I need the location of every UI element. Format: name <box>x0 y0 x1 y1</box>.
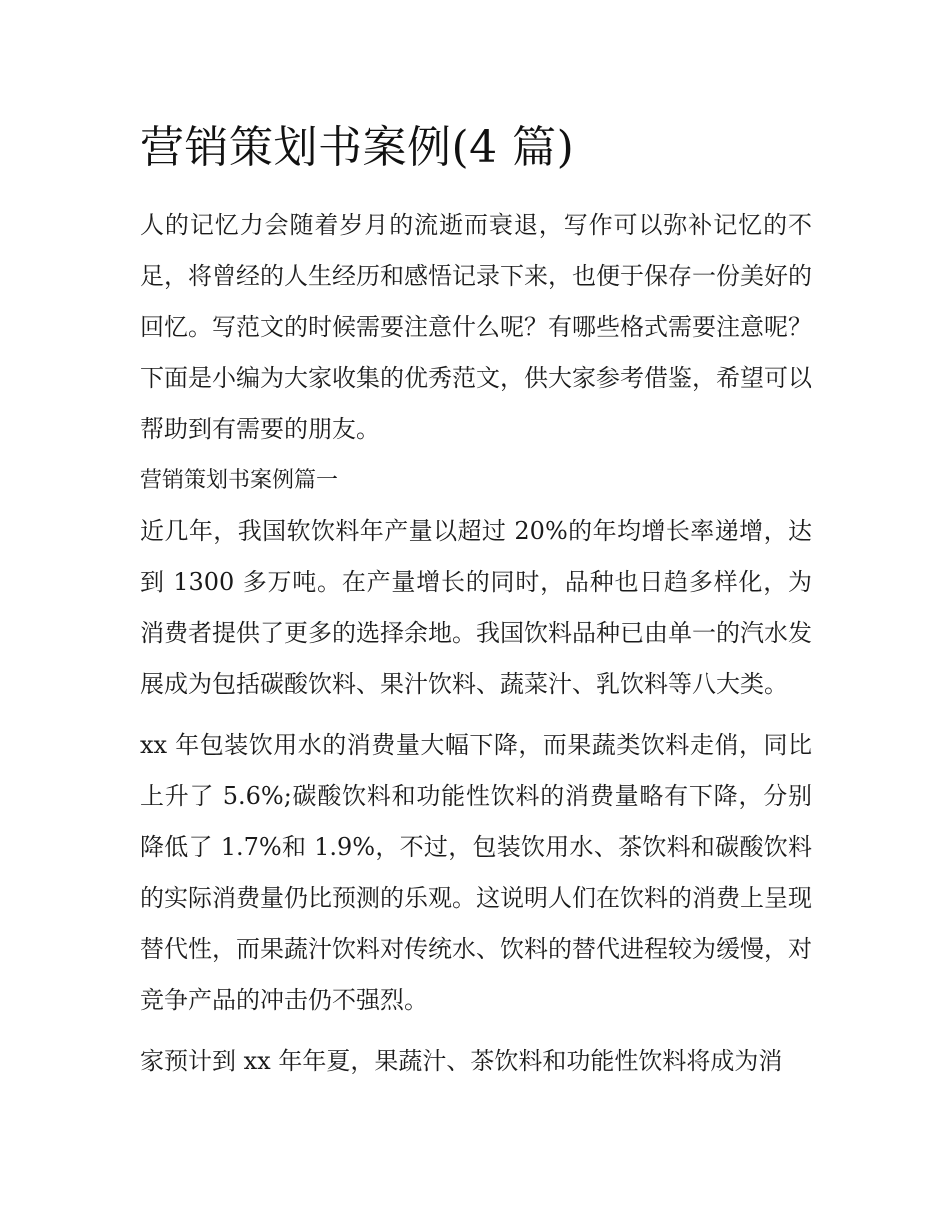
body-paragraph-2: xx 年包装饮用水的消费量大幅下降，而果蔬类饮料走俏，同比上升了 5.6%;碳酸饮料和功能性饮料的消费量略有下降，分别降低了 1.7%和 1.9%，不过，包装饮用水、茶饮料和碳酸饮料的实际消费量仍比预测的乐观。这说明人们在饮料的消费上呈现替代性，而果蔬汁饮料对传统水、饮料的替代进程较为缓慢，对竞争产品的冲击仍不强烈。 <box>140 731 812 1014</box>
body-paragraph-1: 近几年，我国软饮料年产量以超过 20%的年均增长率递增，达到 1300 多万吨。在产量增长的同时，品种也日趋多样化，为消费者提供了更多的选择余地。我国饮料品种已由单一的汽水发展成为包括碳酸饮料、果汁饮料、蔬菜汁、乳饮料等八大类。 <box>140 517 812 698</box>
section-heading: 营销策划书案例篇一 <box>140 468 339 493</box>
body-paragraph-3: 家预计到 xx 年年夏，果蔬汁、茶饮料和功能性饮料将成为消 <box>140 1047 783 1075</box>
document-body <box>140 118 812 1087</box>
intro-paragraph: 人的记忆力会随着岁月的流逝而衰退，写作可以弥补记忆的不足，将曾经的人生经历和感悟记录下来，也便于保存一份美好的回忆。写范文的时候需要注意什么呢？有哪些格式需要注意呢？下面是小编为大家收集的优秀范文，供大家参考借鉴，希望可以帮助到有需要的朋友。 <box>140 211 812 443</box>
document-title: 营销策划书案例(4 篇) <box>140 122 575 173</box>
